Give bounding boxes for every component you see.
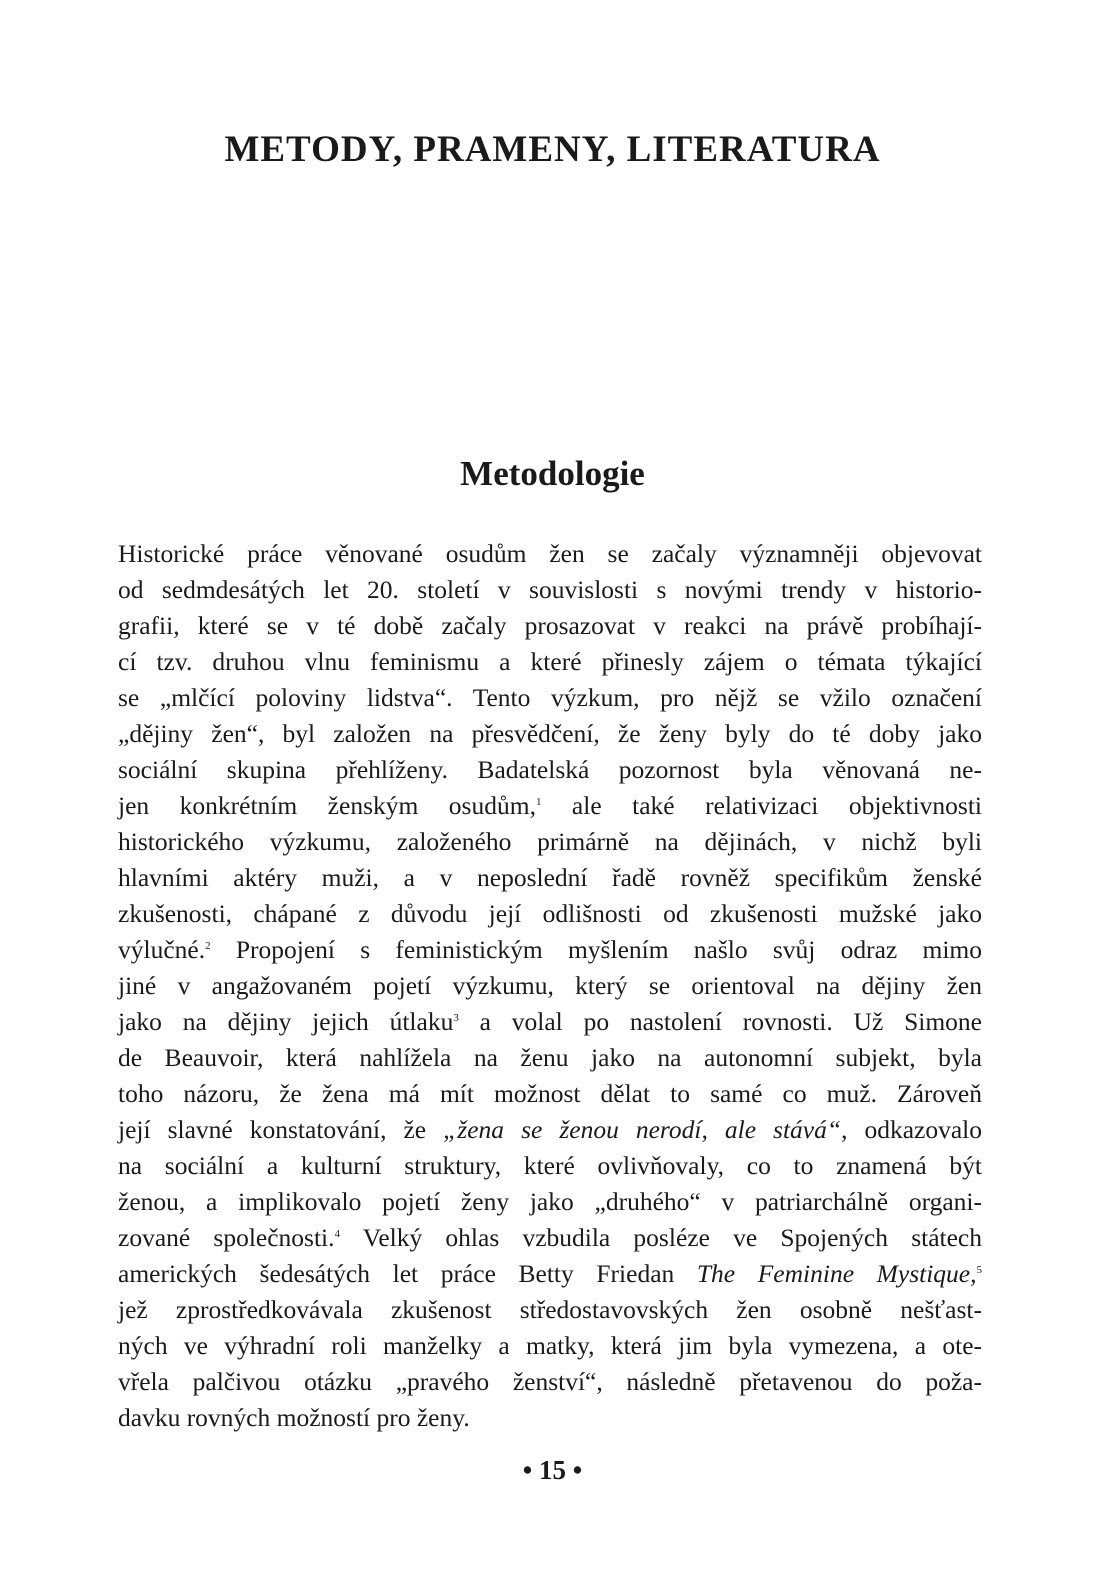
- text-line: [118, 1112, 982, 1148]
- text-line: historického výzkumu, založeného primárně na dějinách, v nichž byli: [118, 827, 982, 856]
- line-text: Velký ohlas vzbudila posléze ve Spojených státech: [340, 1223, 982, 1252]
- line-text: amerických šedesátých let práce Betty Friedan: [118, 1259, 697, 1288]
- line-text: Propojení s feministickým myšlením našlo svůj odraz mimo: [210, 935, 982, 964]
- text-line: „dějiny žen“, byl založen na přesvědčení, že ženy byly do té doby jako: [118, 719, 982, 748]
- footnote-marker: 2: [205, 940, 211, 952]
- text-line: se „mlčící poloviny lidstva“. Tento výzkum, pro nějž se vžilo označení: [118, 683, 982, 712]
- text-line: davku rovných možností pro ženy.: [118, 1403, 470, 1432]
- body-paragraph: [118, 536, 982, 1436]
- text-line: od sedmdesátých let 20. století v souvislosti s novými trendy v historio-: [118, 575, 982, 604]
- text-line: vřela palčivou otázku „pravého ženství“, následně přetavenou do poža-: [118, 1367, 982, 1396]
- line-text: výlučné.: [118, 935, 206, 964]
- chapter-title: METODY, PRAMENY, LITERATURA: [224, 129, 881, 170]
- line-text: jen konkrétním ženským osudům,: [118, 791, 536, 820]
- line-text: její slavné konstatování, že: [118, 1115, 444, 1144]
- text-line: na sociální a kulturní struktury, které ovlivňovaly, co to znamená být: [118, 1151, 982, 1180]
- line-text: jako na dějiny jejich útlaku: [118, 1007, 454, 1036]
- text-line: ných ve výhradní roli manželky a matky, která jim byla vymezena, a ote-: [118, 1331, 982, 1360]
- text-line: [118, 1220, 982, 1256]
- text-line: Historické práce věnované osudům žen se začaly významněji objevovat: [118, 539, 982, 568]
- footnote-marker: 5: [976, 1264, 982, 1276]
- text-line: hlavními aktéry muži, a v neposlední řadě rovněž specifikům ženské: [118, 863, 982, 892]
- text-line: cí tzv. druhou vlnu feminismu a které přinesly zájem o témata týkající: [118, 647, 982, 676]
- section-title: Metodologie: [460, 454, 645, 493]
- text-line: sociální skupina přehlíženy. Badatelská pozornost byla věnovaná ne-: [118, 755, 982, 784]
- line-text: ale také relativizaci objektivnosti: [541, 791, 982, 820]
- footnote-marker: 4: [334, 1228, 341, 1240]
- text-line: [118, 932, 982, 968]
- line-text: zované společnosti.: [118, 1223, 335, 1252]
- text-line: grafii, které se v té době začaly prosazovat v reakci na právě probíhají-: [118, 611, 982, 640]
- italic-text: The Feminine Mystique,: [696, 1259, 977, 1288]
- text-line: ženou, a implikovalo pojetí ženy jako „druhého“ v patriarchálně organi-: [118, 1187, 982, 1216]
- text-line: jež zprostředkovávala zkušenost středostavovských žen osobně nešťast-: [118, 1295, 982, 1324]
- text-line: toho názoru, že žena má mít možnost dělat to samé co muž. Zároveň: [118, 1079, 982, 1108]
- line-text: a volal po nastolení rovnosti. Už Simone: [458, 1007, 983, 1036]
- text-line: [118, 788, 982, 824]
- line-text: , odkazovalo: [841, 1115, 982, 1144]
- text-line: [118, 1004, 982, 1040]
- page-number: • 15 •: [522, 1455, 583, 1485]
- text-line: [118, 1256, 982, 1292]
- italic-text: „žena se ženou nerodí, ale stává“: [443, 1115, 842, 1144]
- footnote-marker: 1: [535, 796, 542, 808]
- text-line: jiné v angažovaném pojetí výzkumu, který se orientoval na dějiny žen: [118, 971, 982, 1000]
- footnote-marker: 3: [453, 1012, 459, 1024]
- text-line: de Beauvoir, která nahlížela na ženu jako na autonomní subjekt, byla: [118, 1043, 982, 1072]
- text-line: zkušenosti, chápané z důvodu její odlišnosti od zkušenosti mužské jako: [118, 899, 982, 928]
